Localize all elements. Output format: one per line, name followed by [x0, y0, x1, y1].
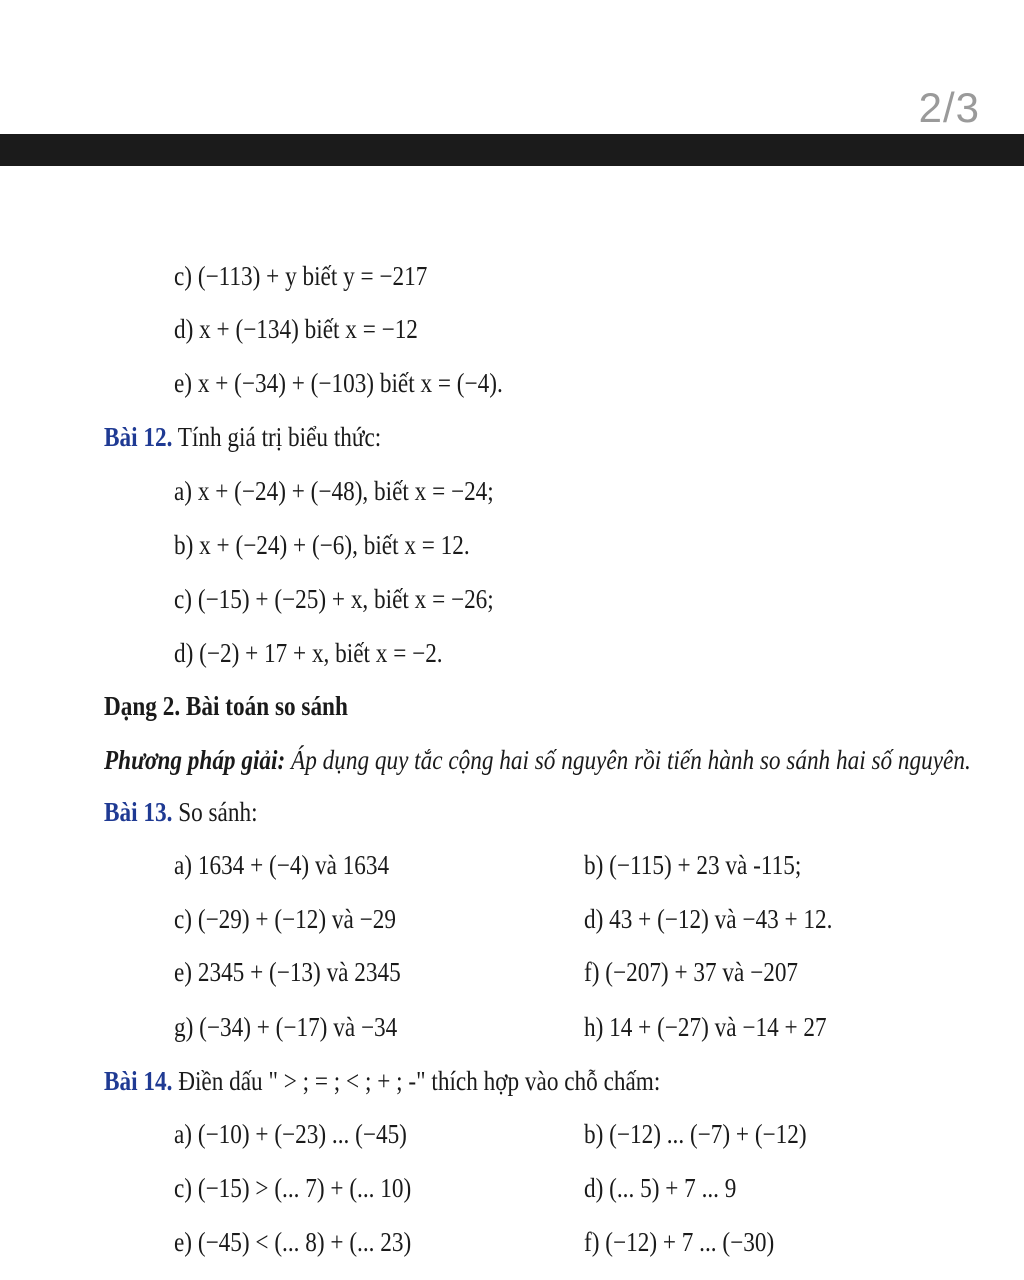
prev-item-e: e) x + (−34) + (−103) biết x = (−4). [174, 368, 503, 398]
method-text: Áp dụng quy tắc cộng hai số nguyên rồi tiến hành so sánh hai số nguyên. [291, 745, 971, 775]
bai14-item-b: b) (−12) ... (−7) + (−12) [584, 1119, 807, 1149]
bai13-label: Bài 13. [104, 797, 173, 827]
prev-item-c: c) (−113) + y biết y = −217 [174, 261, 428, 291]
bai12-item-d: d) (−2) + 17 + x, biết x = −2. [174, 638, 443, 668]
method-label: Phương pháp giải: [104, 745, 286, 775]
bai13-item-h: h) 14 + (−27) và −14 + 27 [584, 1012, 827, 1042]
bai13-item-a: a) 1634 + (−4) và 1634 [174, 850, 390, 880]
bai13-text: So sánh: [178, 797, 258, 827]
bai12-label: Bài 12. [104, 422, 173, 452]
header-bar [0, 134, 1024, 166]
dang2-title: Dạng 2. Bài toán so sánh [104, 691, 348, 721]
bai14-item-d: d) (... 5) + 7 ... 9 [584, 1173, 737, 1203]
bai14-item-e: e) (−45) < (... 8) + (... 23) [174, 1227, 412, 1257]
bai14-item-c: c) (−15) > (... 7) + (... 10) [174, 1173, 412, 1203]
bai14-heading [104, 1065, 660, 1097]
bai14-label: Bài 14. [104, 1066, 173, 1096]
bai13-item-g: g) (−34) + (−17) và −34 [174, 1012, 398, 1042]
bai12-item-c: c) (−15) + (−25) + x, biết x = −26; [174, 584, 494, 614]
bai13-heading [104, 796, 258, 828]
bai14-item-f: f) (−12) + 7 ... (−30) [584, 1227, 775, 1257]
bai12-heading [104, 421, 381, 453]
bai14-text: Điền dấu " > ; = ; < ; + ; -" thích hợp vào chỗ chấm: [178, 1066, 661, 1096]
bai14-item-a: a) (−10) + (−23) ... (−45) [174, 1119, 407, 1149]
bai13-item-c: c) (−29) + (−12) và −29 [174, 904, 396, 934]
prev-item-d: d) x + (−134) biết x = −12 [174, 314, 418, 344]
bai13-item-f: f) (−207) + 37 và −207 [584, 957, 799, 987]
page-indicator: 2/3 [918, 84, 980, 131]
dang2-method [104, 744, 971, 776]
bai12-item-a: a) x + (−24) + (−48), biết x = −24; [174, 476, 494, 506]
bai13-item-d: d) 43 + (−12) và −43 + 12. [584, 904, 833, 934]
bai12-text: Tính giá trị biểu thức: [177, 422, 382, 452]
bai13-item-b: b) (−115) + 23 và -115; [584, 850, 802, 880]
bai13-item-e: e) 2345 + (−13) và 2345 [174, 957, 401, 987]
bai12-item-b: b) x + (−24) + (−6), biết x = 12. [174, 530, 470, 560]
